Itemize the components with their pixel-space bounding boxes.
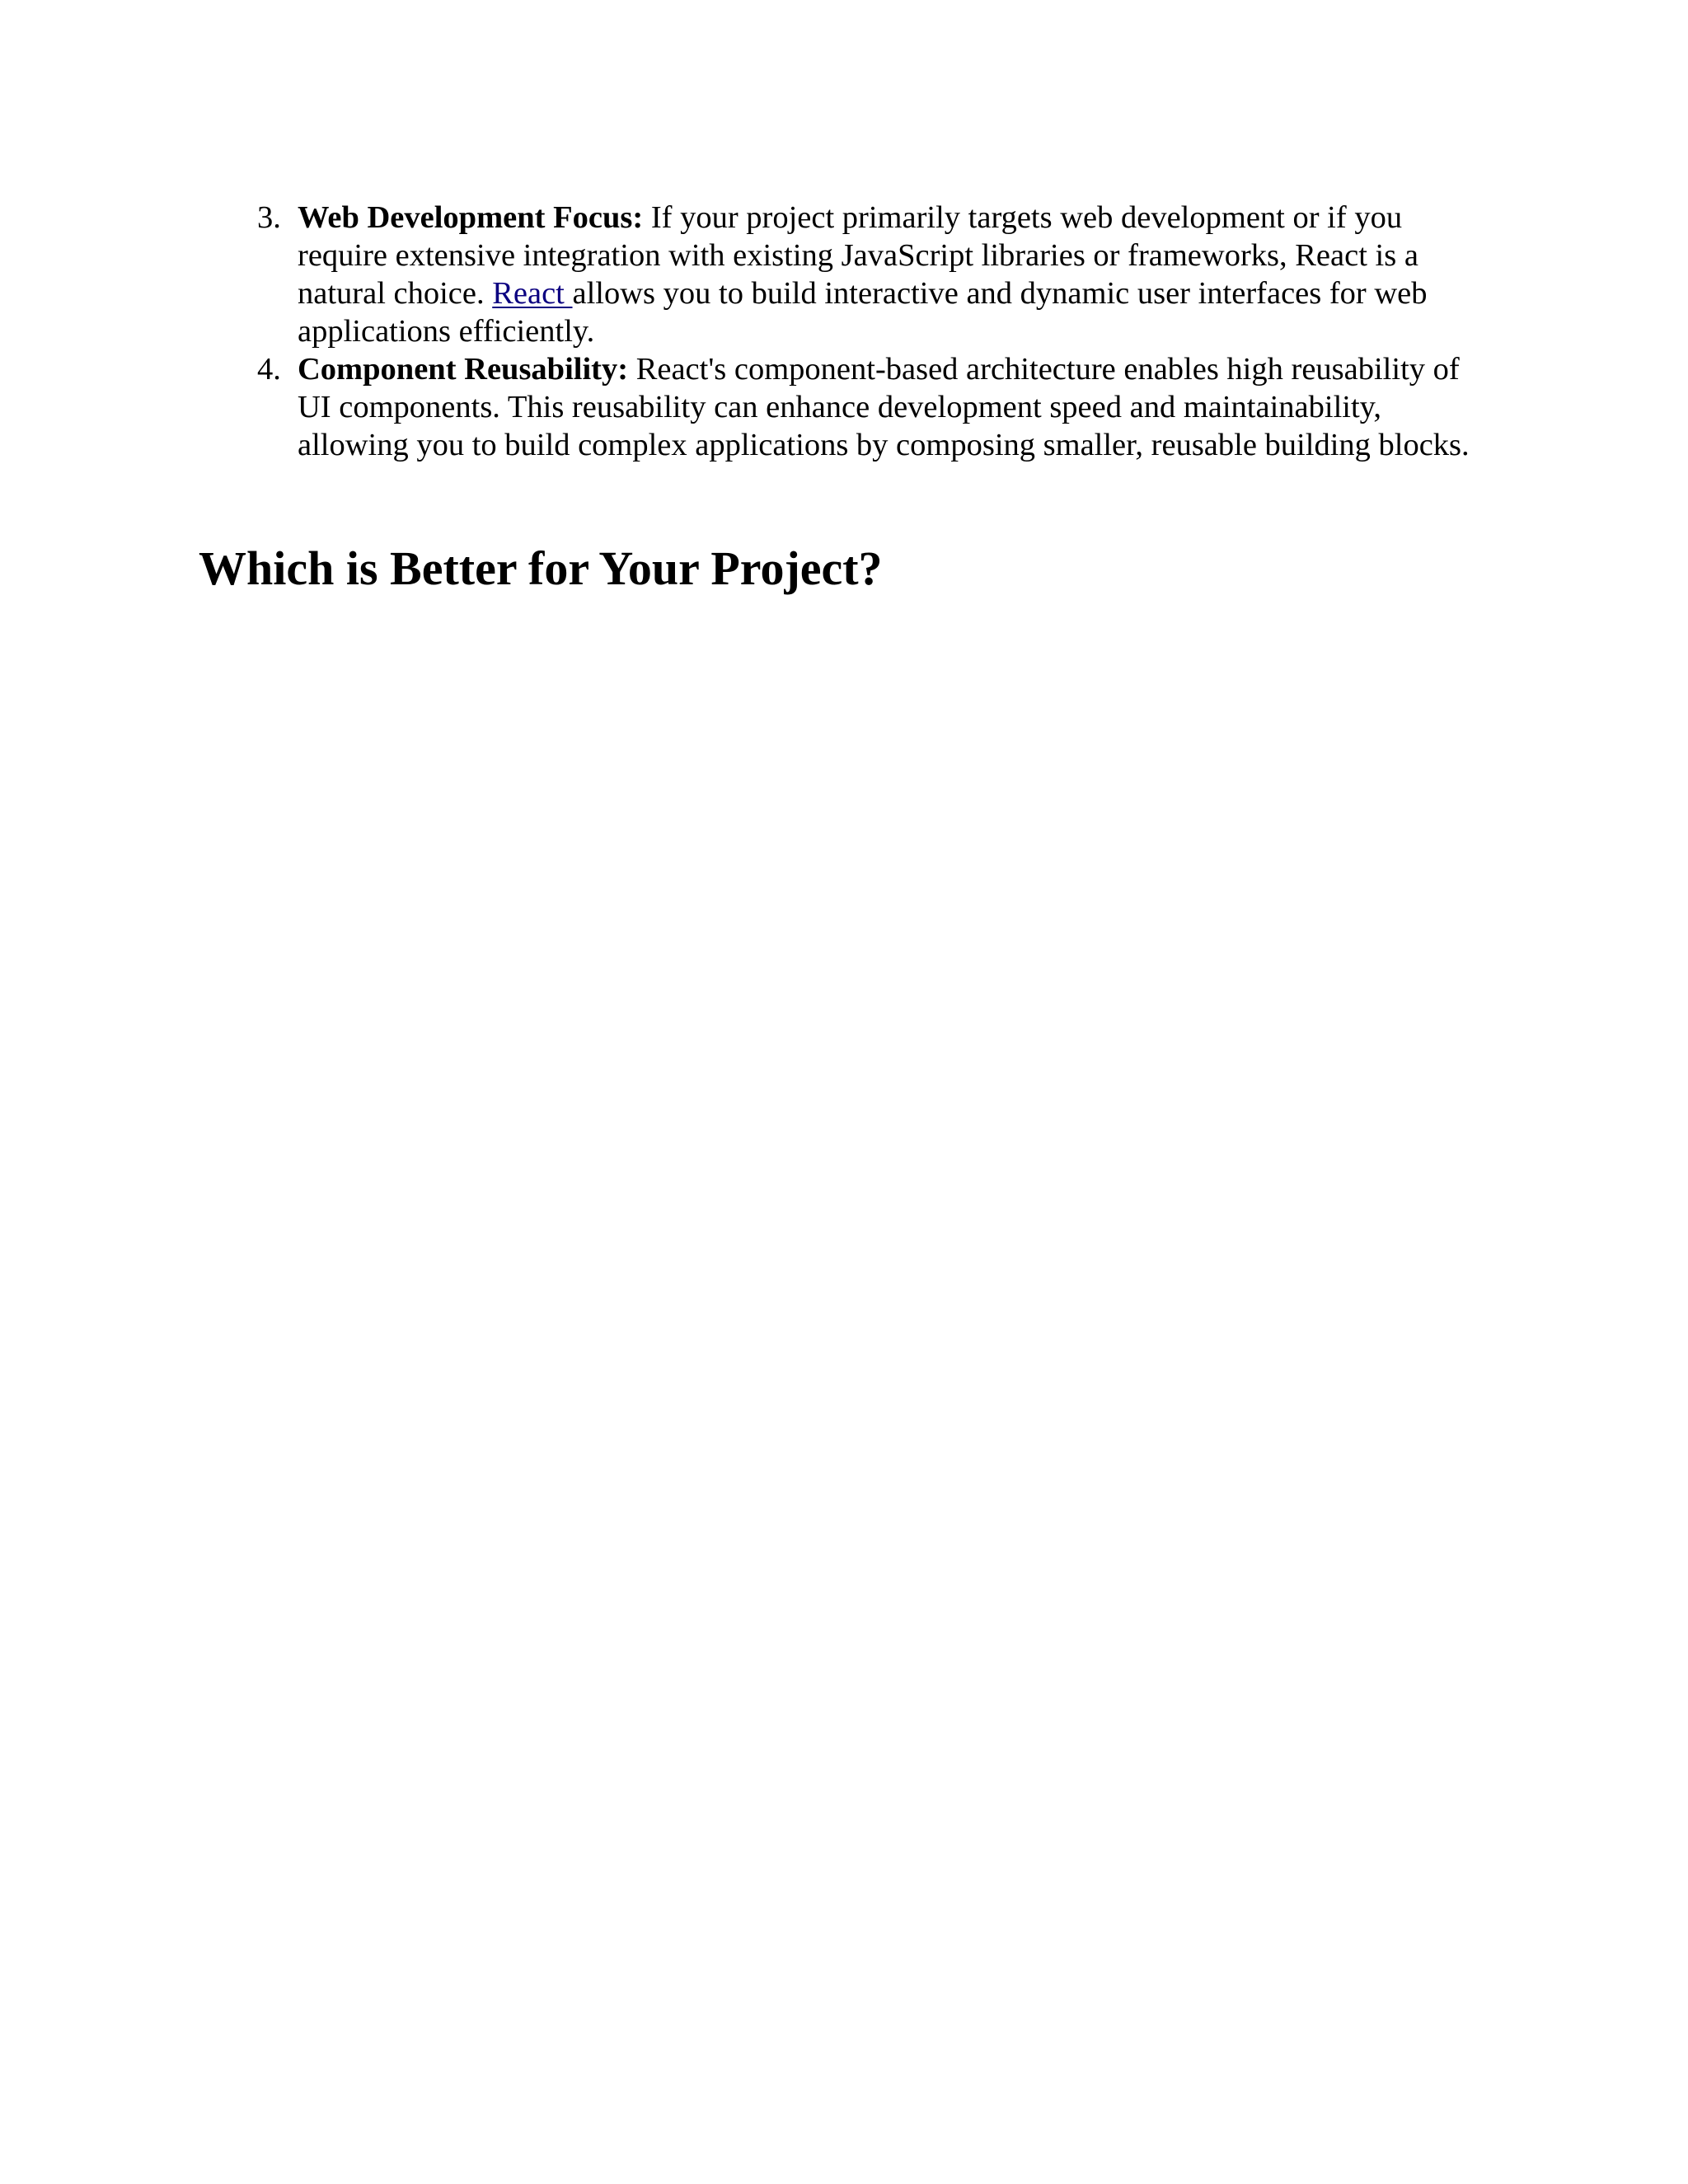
section-heading: Which is Better for Your Project?	[199, 541, 883, 595]
list-item-text-continued: allows you to build interactive and dynamic user interfaces for web applications efficiently.	[298, 276, 1428, 349]
list-item-web-development-focus	[0, 199, 1484, 350]
react-link[interactable]: React	[492, 276, 573, 311]
list-item-component-reusability	[0, 350, 1484, 464]
list-item-number: 4.	[257, 352, 281, 387]
list-item-lead: Web Development Focus:	[298, 200, 644, 235]
list-item-text: If your project primarily targets web development or if you require extensive integration with existing JavaScript libraries or frameworks, React is a natural choice.	[298, 200, 1418, 311]
numbered-list	[0, 199, 1688, 464]
list-item-text: React's component-based architecture enables high reusability of UI components. This reusability can enhance development speed and maintainability, allowing you to build complex applications by composing smaller, reusable building blocks.	[298, 352, 1470, 462]
list-item-number: 3.	[257, 200, 281, 235]
list-item-lead: Component Reusability:	[298, 352, 629, 387]
